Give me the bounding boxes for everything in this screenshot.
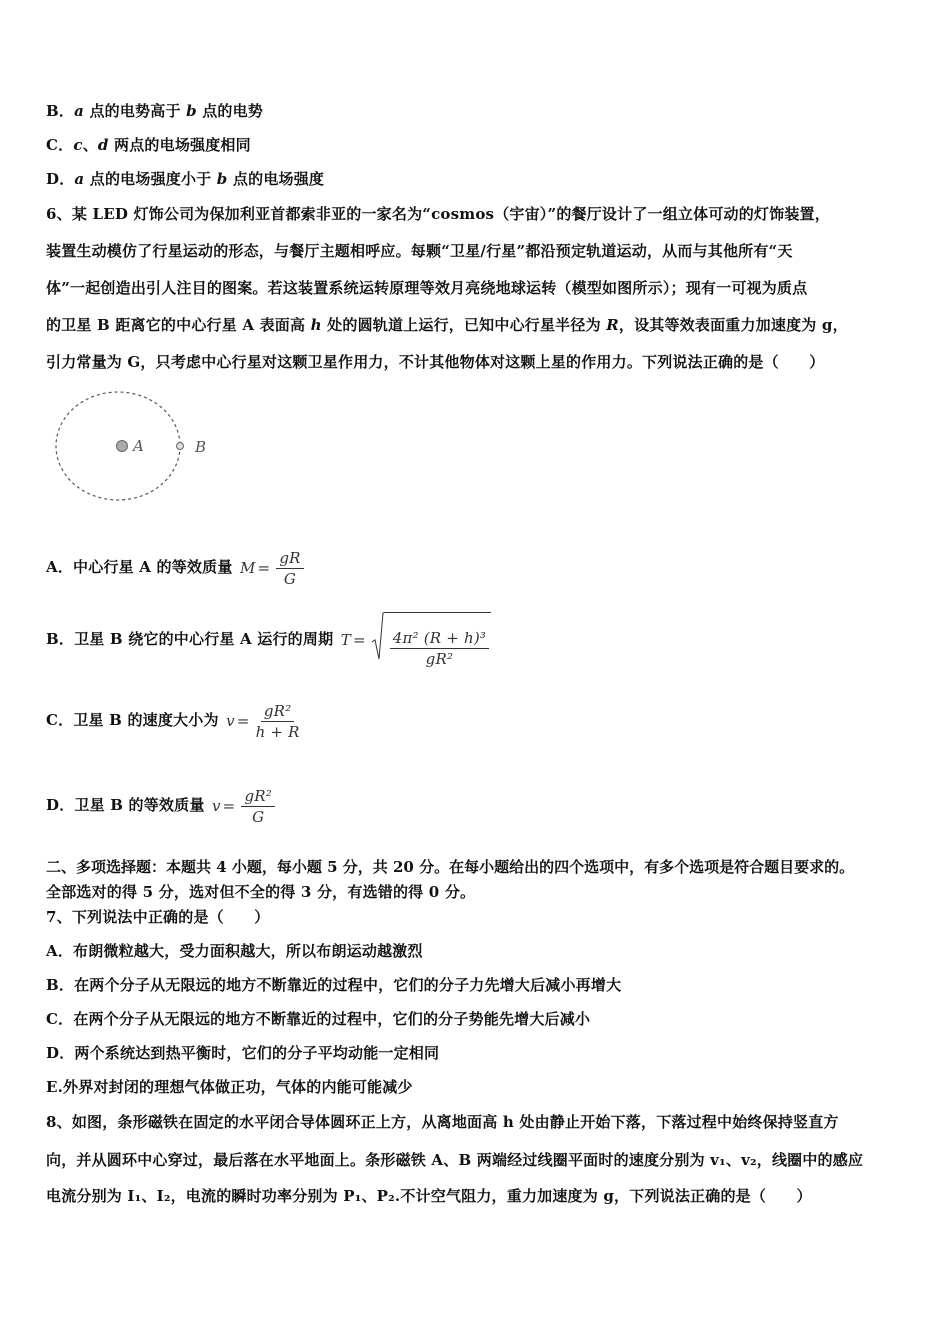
option-text: D．卫星 B 的等效质量 <box>46 796 205 814</box>
text: ，设其等效表面重力加速度为 g， <box>618 316 848 334</box>
lhs: v <box>226 712 235 730</box>
q5-option-d <box>46 169 910 189</box>
numerator: gR² <box>241 787 275 807</box>
denominator: h + R <box>255 722 300 741</box>
text: 的卫星 B 距离它的中心行星 A 表面高 <box>46 316 311 334</box>
option-text: C．卫星 B 的速度大小为 <box>46 711 219 729</box>
denominator: gR² <box>425 650 454 668</box>
numerator: 4π² (R + h)³ <box>390 629 489 649</box>
planet-a <box>117 441 128 452</box>
var: a <box>74 170 85 188</box>
section-2-scoring: 全部选对的得 5 分，选对但不全的得 3 分，有选错的得 0 分。 <box>46 883 476 901</box>
q5-option-c <box>46 135 910 155</box>
q6-stem-line-1: 6、某 LED 灯饰公司为保加利亚首都索非亚的一家名为“cosmos（宇宙）”的餐厅设计了一组立体可动的灯饰装置， <box>46 205 830 223</box>
q6-option-d <box>46 785 910 826</box>
option-label: C． <box>46 136 74 154</box>
q6-stem-line-4 <box>46 315 910 335</box>
var: b <box>216 170 228 188</box>
section-2-heading: 二、多项选择题：本题共 4 小题，每小题 5 分，共 20 分。在每小题给出的四个选项中，有多个选项是符合题目要求的。 <box>46 858 855 876</box>
q7-option-b: B．在两个分子从无限远的地方不断靠近的过程中，它们的分子力先增大后减小再增大 <box>46 976 622 994</box>
text: 两点的电场强度相同 <box>108 136 251 154</box>
lhs: v <box>211 797 221 815</box>
denominator: G <box>283 569 297 588</box>
orbit-figure <box>55 390 215 505</box>
formula-d: v = $\frac{\text{gR²}}{G}$ <box>212 786 275 826</box>
var: d <box>97 136 109 154</box>
sqrt-sign <box>372 612 384 660</box>
option-text: B．卫星 B 绕它的中心行星 A 运行的周期 <box>46 630 334 648</box>
q6-stem-line-3: 体”一起创造出引人注目的图案。若这装置系统运转原理等效月亮绕地球运转（模型如图所示）；现有一可视为质点 <box>46 279 808 297</box>
text: 点的电势 <box>196 102 263 120</box>
text: 、 <box>82 136 98 154</box>
option-text: A．中心行星 A 的等效质量 <box>46 558 233 576</box>
formula-b: T = $\frac{\text{4π² (R + h)³}}{\text{gR²}}$ <box>341 612 491 668</box>
satellite-b <box>177 443 184 450</box>
q6-stem-line-5: 引力常量为 G，只考虑中心行星对这颗卫星作用力，不计其他物体对这颗上星的作用力。下列说法正确的是（ ） <box>46 353 825 371</box>
q8-stem-line-3: 电流分别为 I₁、I₂，电流的瞬时功率分别为 P₁、P₂.不计空气阻力，重力加速度为 g，下列说法正确的是（ ） <box>46 1187 812 1205</box>
q7-option-a: A．布朗微粒越大，受力面积越大，所以布朗运动越激烈 <box>46 942 423 960</box>
planet-a-label: A <box>133 437 144 455</box>
denominator: G <box>252 807 265 826</box>
q8-stem-line-1: 8、如图，条形磁铁在固定的水平闭合导体圆环正上方，从离地面高 h 处由静止开始下落，下落过程中始终保持竖直方 <box>46 1113 839 1131</box>
q7-option-c: C．在两个分子从无限远的地方不断靠近的过程中，它们的分子势能先增大后减小 <box>46 1010 591 1028</box>
numerator: gR <box>276 549 303 569</box>
var-h: h <box>310 316 322 334</box>
text: 点的电势高于 <box>84 102 187 120</box>
q7-option-d: D．两个系统达到热平衡时，它们的分子平均动能一定相同 <box>46 1044 440 1062</box>
text: 点的电场强度小于 <box>84 170 217 188</box>
option-label: D． <box>46 170 75 188</box>
text: 处的圆轨道上运行，已知中心行星半径为 <box>321 316 607 334</box>
text: 点的电场强度 <box>227 170 325 188</box>
q6-option-c <box>46 700 910 741</box>
var: c <box>73 136 83 154</box>
q7-option-e: E.外界对封闭的理想气体做正功，气体的内能可能减少 <box>46 1078 413 1096</box>
q6-option-a <box>46 547 910 588</box>
var-r: R <box>606 316 619 334</box>
option-label: B． <box>46 102 75 120</box>
var: b <box>186 102 197 120</box>
q8-stem-line-2: 向，并从圆环中心穿过，最后落在水平地面上。条形磁铁 A、B 两端经过线圈平面时的速度分别为 v₁、v₂，线圈中的感应 <box>46 1151 864 1169</box>
satellite-b-label: B <box>195 438 207 456</box>
q6-stem-line-2: 装置生动模仿了行星运动的形态，与餐厅主题相呼应。每颗“卫星/行星”都沿预定轨道运动，从而与其他所有“天 <box>46 242 793 260</box>
q6-option-b <box>46 612 910 668</box>
formula-c: v = $\frac{\text{gR²}}{h + R}$ <box>226 701 300 741</box>
lhs: M <box>239 559 256 577</box>
sqrt <box>372 612 491 668</box>
q7-stem: 7、下列说法中正确的是（ ） <box>46 908 270 926</box>
q5-option-b <box>46 101 910 121</box>
numerator: gR² <box>261 702 295 722</box>
var: a <box>74 102 85 120</box>
lhs: T <box>340 631 351 649</box>
formula-a: M = $\frac{gR}{G}$ <box>240 548 304 588</box>
